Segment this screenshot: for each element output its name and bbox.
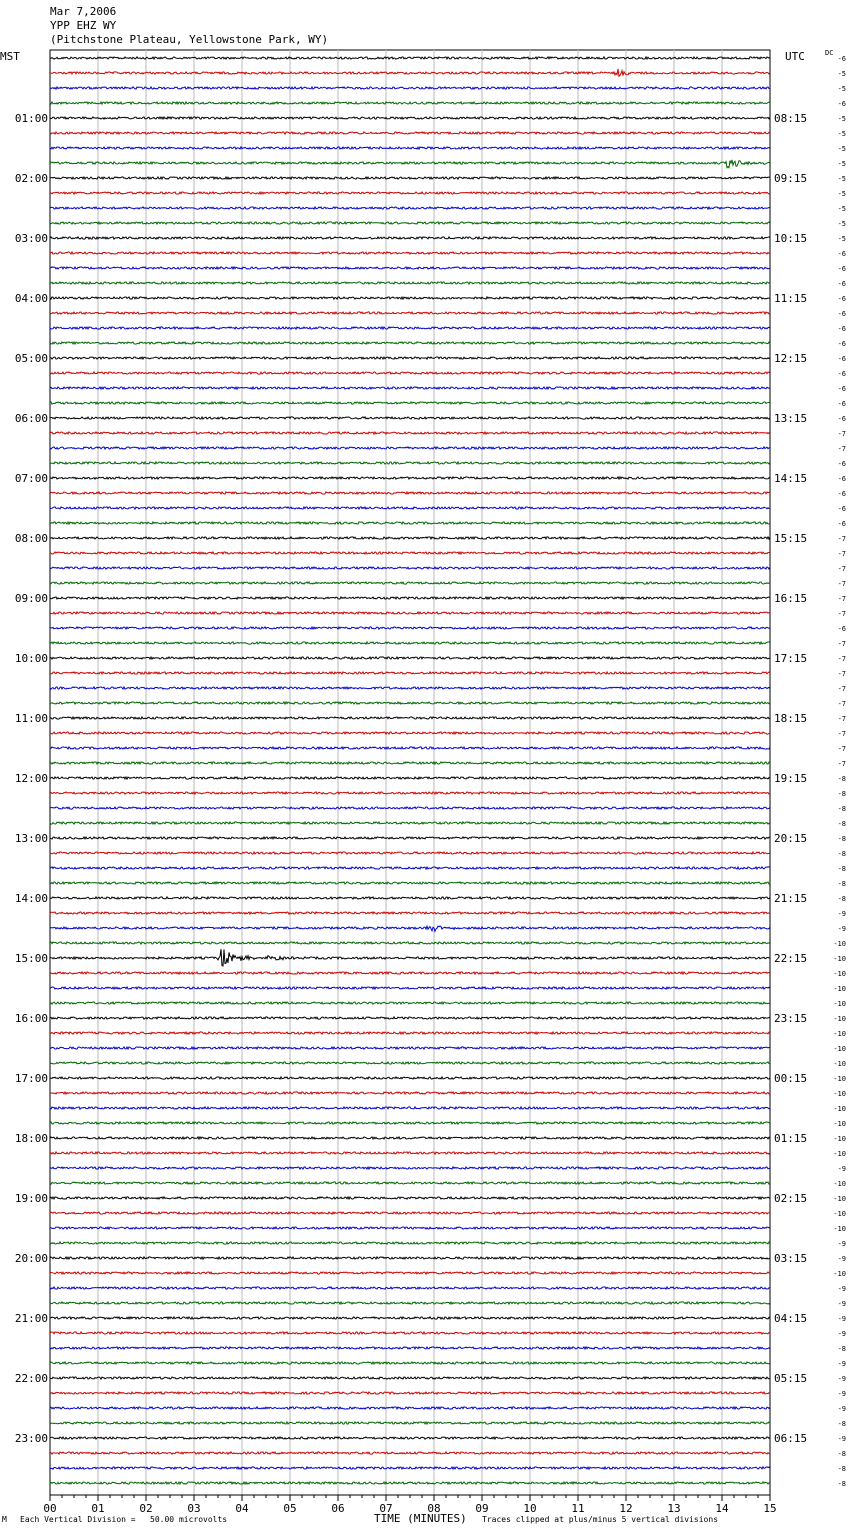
dc-offset-label: -9: [837, 1300, 846, 1308]
trace-line: [50, 792, 770, 794]
trace-line: [50, 642, 770, 644]
traces: [50, 57, 770, 1484]
trace-line: [50, 867, 770, 869]
dc-offset-label: -8: [837, 805, 846, 813]
dc-offset-label: -6: [837, 460, 846, 468]
trace-line: [50, 1227, 770, 1229]
trace-line: [50, 1242, 770, 1244]
trace-line: [50, 57, 770, 59]
hour-label-mst: 03:00: [14, 232, 48, 245]
trace-line: [50, 882, 770, 884]
trace-line: [50, 1287, 770, 1289]
hour-label-utc: 19:15: [774, 772, 808, 785]
hour-label-utc: 05:15: [774, 1372, 808, 1385]
hour-label-utc: 13:15: [774, 412, 808, 425]
trace-line: [50, 1272, 770, 1274]
trace-line: [50, 207, 770, 209]
dc-offset-label: -9: [837, 1165, 846, 1173]
trace-line: [50, 537, 770, 539]
trace-line: [50, 160, 770, 168]
dc-offset-label: -6: [837, 520, 846, 528]
trace-line: [50, 897, 770, 899]
trace-line: [50, 762, 770, 764]
dc-offset-label: -7: [837, 445, 846, 453]
hour-label-mst: 05:00: [14, 352, 48, 365]
trace-line: [50, 1167, 770, 1169]
trace-line: [50, 1422, 770, 1424]
dc-offset-label: -7: [837, 760, 846, 768]
dc-offset-label: -8: [837, 1345, 846, 1353]
dc-offset-label: -9: [837, 1285, 846, 1293]
dc-offset-label: -9: [837, 1255, 846, 1263]
hour-label-utc: 03:15: [774, 1252, 808, 1265]
dc-offset-label: -10: [833, 1045, 846, 1053]
hour-label-utc: 15:15: [774, 532, 808, 545]
footer-mark: M: [2, 1515, 7, 1524]
dc-offset-label: -6: [837, 250, 846, 258]
dc-offset-label: -9: [837, 925, 846, 933]
dc-offset-label: -5: [837, 175, 846, 183]
trace-line: [50, 1407, 770, 1409]
dc-offset-label: -8: [837, 850, 846, 858]
trace-line: [50, 942, 770, 944]
trace-line: [50, 822, 770, 824]
trace-line: [50, 1482, 770, 1484]
hour-label-mst: 18:00: [14, 1132, 48, 1145]
trace-line: [50, 282, 770, 284]
trace-line: [50, 972, 770, 974]
dc-offset-label: -10: [833, 1120, 846, 1128]
hour-label-mst: 06:00: [14, 412, 48, 425]
dc-offset-label: -9: [837, 1375, 846, 1383]
hour-label-utc: 09:15: [774, 172, 808, 185]
hour-label-mst: 01:00: [14, 112, 48, 125]
hour-label-mst: 07:00: [14, 472, 48, 485]
trace-line: [50, 657, 770, 659]
dc-offset-label: -7: [837, 550, 846, 558]
trace-line: [50, 1047, 770, 1049]
dc-offset-label: -10: [833, 955, 846, 963]
trace-line: [50, 1107, 770, 1109]
dc-offset-label: -7: [837, 535, 846, 543]
trace-line: [50, 69, 770, 76]
trace-line: [50, 312, 770, 314]
x-axis-title: TIME (MINUTES): [374, 1512, 467, 1525]
trace-line: [50, 1092, 770, 1094]
dc-offset-label: -10: [833, 1105, 846, 1113]
hour-label-utc: 14:15: [774, 472, 808, 485]
dc-offset-label: -7: [837, 685, 846, 693]
trace-line: [50, 102, 770, 104]
dc-offset-label: -6: [837, 625, 846, 633]
dc-offset-label: -6: [837, 400, 846, 408]
trace-line: [50, 132, 770, 134]
dc-offset-label: -10: [833, 1210, 846, 1218]
hour-label-mst: 21:00: [14, 1312, 48, 1325]
trace-line: [50, 1467, 770, 1469]
trace-line: [50, 147, 770, 149]
trace-line: [50, 1317, 770, 1319]
trace-line: [50, 807, 770, 809]
dc-offset-label: -5: [837, 70, 846, 78]
hour-label-utc: 06:15: [774, 1432, 808, 1445]
dc-offset-label: -8: [837, 895, 846, 903]
hour-label-mst: 14:00: [14, 892, 48, 905]
dc-offset-label: -9: [837, 1240, 846, 1248]
trace-line: [50, 1452, 770, 1454]
trace-line: [50, 672, 770, 674]
x-tick-label: 11: [571, 1502, 585, 1515]
trace-line: [50, 357, 770, 359]
dc-offset-label: -7: [837, 655, 846, 663]
x-tick-label: 10: [523, 1502, 537, 1515]
trace-line: [50, 522, 770, 524]
header-date: Mar 7,2006: [50, 5, 117, 18]
dc-offset-label: -10: [833, 1090, 846, 1098]
trace-line: [50, 222, 770, 224]
trace-line: [50, 732, 770, 734]
dc-offset-label: -8: [837, 775, 846, 783]
dc-offset-label: -10: [833, 940, 846, 948]
trace-line: [50, 1137, 770, 1139]
x-tick-label: 15: [763, 1502, 777, 1515]
dc-offset-label: -6: [837, 55, 846, 63]
trace-line: [50, 117, 770, 119]
trace-line: [50, 687, 770, 689]
x-tick-label: 14: [715, 1502, 729, 1515]
trace-line: [50, 1212, 770, 1214]
dc-offset-label: -5: [837, 235, 846, 243]
dc-offset-label: -6: [837, 415, 846, 423]
dc-offset-label: -5: [837, 205, 846, 213]
hour-label-mst: 13:00: [14, 832, 48, 845]
dc-offset-label: -9: [837, 1360, 846, 1368]
dc-offset-label: -6: [837, 265, 846, 273]
dc-offset-label: -5: [837, 220, 846, 228]
hour-label-utc: 12:15: [774, 352, 808, 365]
dc-offset-label: -10: [833, 1030, 846, 1038]
trace-line: [50, 912, 770, 914]
dc-offset-label: -9: [837, 1435, 846, 1443]
trace-line: [50, 447, 770, 449]
dc-offset-label: -10: [833, 1135, 846, 1143]
x-tick-label: 00: [43, 1502, 57, 1515]
hour-label-mst: 04:00: [14, 292, 48, 305]
dc-offset-label: -9: [837, 1315, 846, 1323]
x-tick-label: 03: [187, 1502, 201, 1515]
dc-offset-label: -8: [837, 1465, 846, 1473]
hour-label-mst: 16:00: [14, 1012, 48, 1025]
trace-line: [50, 267, 770, 269]
hour-label-utc: 01:15: [774, 1132, 808, 1145]
trace-line: [50, 1077, 770, 1079]
hour-label-mst: 17:00: [14, 1072, 48, 1085]
dc-offset-label: -10: [833, 1195, 846, 1203]
trace-line: [50, 552, 770, 554]
hour-label-utc: 02:15: [774, 1192, 808, 1205]
dc-offset-label: -7: [837, 670, 846, 678]
dc-offset-label: -9: [837, 1390, 846, 1398]
trace-line: [50, 327, 770, 329]
hour-label-utc: 20:15: [774, 832, 808, 845]
hour-label-mst: 23:00: [14, 1432, 48, 1445]
dc-offset-label: -10: [833, 1225, 846, 1233]
dc-offset-label: -10: [833, 1270, 846, 1278]
hour-label-utc: 23:15: [774, 1012, 808, 1025]
dc-offset-label: -5: [837, 145, 846, 153]
header-location: (Pitchstone Plateau, Yellowstone Park, WY): [50, 33, 329, 46]
trace-line: [50, 597, 770, 599]
dc-offset-label: -10: [833, 1150, 846, 1158]
dc-offset-label: -8: [837, 1420, 846, 1428]
dc-offset-label: -5: [837, 160, 846, 168]
trace-line: [50, 1122, 770, 1124]
dc-offset-label: -7: [837, 610, 846, 618]
x-tick-label: 09: [475, 1502, 489, 1515]
trace-line: [50, 177, 770, 179]
dc-offset-label: -10: [833, 985, 846, 993]
trace-line: [50, 852, 770, 854]
dc-offset-label: -6: [837, 475, 846, 483]
dc-offset-label: -6: [837, 100, 846, 108]
trace-line: [50, 717, 770, 719]
trace-line: [50, 342, 770, 344]
trace-line: [50, 567, 770, 569]
hour-label-utc: 22:15: [774, 952, 808, 965]
dc-offset-label: -5: [837, 130, 846, 138]
hour-label-utc: 10:15: [774, 232, 808, 245]
trace-line: [50, 1197, 770, 1199]
dc-offset-label: -10: [833, 970, 846, 978]
trace-line: [50, 1347, 770, 1349]
hour-label-utc: 17:15: [774, 652, 808, 665]
dc-offset-label: -7: [837, 595, 846, 603]
hour-label-mst: 09:00: [14, 592, 48, 605]
dc-header-label: DC: [825, 49, 834, 57]
dc-offset-label: -6: [837, 310, 846, 318]
dc-offset-label: -8: [837, 1480, 846, 1488]
hour-label-mst: 22:00: [14, 1372, 48, 1385]
trace-line: [50, 1437, 770, 1439]
trace-line: [50, 87, 770, 89]
dc-offset-label: -7: [837, 700, 846, 708]
left-timezone-label: MST: [0, 50, 20, 63]
trace-line: [50, 507, 770, 509]
dc-offset-label: -6: [837, 280, 846, 288]
dc-offset-label: -7: [837, 745, 846, 753]
dc-offset-label: -6: [837, 355, 846, 363]
dc-offset-label: -7: [837, 430, 846, 438]
dc-offset-label: -7: [837, 565, 846, 573]
trace-line: [50, 297, 770, 299]
trace-line: [50, 949, 770, 966]
footer-scale: Each Vertical Division = 50.00 microvolts: [20, 1515, 228, 1524]
trace-line: [50, 462, 770, 464]
trace-line: [50, 1062, 770, 1064]
trace-line: [50, 252, 770, 254]
dc-offset-label: -8: [837, 1450, 846, 1458]
dc-offset-label: -6: [837, 340, 846, 348]
hour-label-mst: 20:00: [14, 1252, 48, 1265]
x-tick-label: 07: [379, 1502, 393, 1515]
trace-line: [50, 1002, 770, 1004]
dc-offset-label: -5: [837, 85, 846, 93]
right-timezone-label: UTC: [785, 50, 805, 63]
dc-offset-label: -8: [837, 790, 846, 798]
hour-label-utc: 16:15: [774, 592, 808, 605]
trace-line: [50, 926, 770, 931]
dc-offset-label: -7: [837, 580, 846, 588]
trace-line: [50, 1332, 770, 1334]
dc-offset-label: -7: [837, 715, 846, 723]
hour-label-mst: 12:00: [14, 772, 48, 785]
dc-offset-label: -6: [837, 325, 846, 333]
hour-label-utc: 08:15: [774, 112, 808, 125]
trace-line: [50, 477, 770, 479]
trace-line: [50, 627, 770, 629]
trace-line: [50, 417, 770, 419]
x-tick-label: 08: [427, 1502, 441, 1515]
dc-offset-label: -10: [833, 1000, 846, 1008]
dc-offset-label: -6: [837, 505, 846, 513]
hour-label-utc: 04:15: [774, 1312, 808, 1325]
hour-label-mst: 08:00: [14, 532, 48, 545]
dc-offset-label: -8: [837, 865, 846, 873]
trace-line: [50, 237, 770, 239]
trace-line: [50, 387, 770, 389]
trace-line: [50, 612, 770, 614]
trace-line: [50, 432, 770, 434]
hour-label-mst: 19:00: [14, 1192, 48, 1205]
header-station: YPP EHZ WY: [50, 19, 117, 32]
x-tick-label: 05: [283, 1502, 297, 1515]
dc-offset-label: -8: [837, 835, 846, 843]
dc-offset-label: -9: [837, 910, 846, 918]
hour-label-mst: 02:00: [14, 172, 48, 185]
dc-offset-label: -8: [837, 820, 846, 828]
trace-line: [50, 492, 770, 494]
trace-line: [50, 1182, 770, 1184]
trace-line: [50, 1017, 770, 1019]
x-tick-label: 02: [139, 1502, 153, 1515]
dc-offset-label: -5: [837, 190, 846, 198]
dc-offset-label: -6: [837, 370, 846, 378]
trace-line: [50, 1152, 770, 1154]
dc-offset-label: -6: [837, 295, 846, 303]
x-tick-label: 06: [331, 1502, 345, 1515]
trace-line: [50, 837, 770, 839]
hour-label-utc: 00:15: [774, 1072, 808, 1085]
dc-offset-label: -6: [837, 385, 846, 393]
hour-label-mst: 15:00: [14, 952, 48, 965]
trace-line: [50, 582, 770, 584]
trace-line: [50, 192, 770, 194]
hour-label-mst: 10:00: [14, 652, 48, 665]
trace-line: [50, 1257, 770, 1259]
x-tick-label: 04: [235, 1502, 249, 1515]
dc-offset-label: -5: [837, 115, 846, 123]
trace-line: [50, 1377, 770, 1379]
hour-label-mst: 11:00: [14, 712, 48, 725]
x-tick-label: 01: [91, 1502, 105, 1515]
dc-offset-label: -10: [833, 1060, 846, 1068]
dc-offset-label: -7: [837, 640, 846, 648]
dc-offset-label: -9: [837, 1330, 846, 1338]
trace-line: [50, 1392, 770, 1394]
trace-line: [50, 1362, 770, 1364]
trace-line: [50, 747, 770, 749]
trace-line: [50, 1302, 770, 1304]
hour-label-utc: 18:15: [774, 712, 808, 725]
dc-offset-label: -9: [837, 1405, 846, 1413]
x-tick-label: 13: [667, 1502, 681, 1515]
trace-line: [50, 1032, 770, 1034]
hour-label-utc: 21:15: [774, 892, 808, 905]
dc-offset-label: -7: [837, 730, 846, 738]
trace-line: [50, 372, 770, 374]
dc-offset-label: -6: [837, 490, 846, 498]
trace-line: [50, 702, 770, 704]
footer-clip-note: Traces clipped at plus/minus 5 vertical divisions: [482, 1515, 719, 1524]
trace-line: [50, 777, 770, 779]
hour-label-utc: 11:15: [774, 292, 808, 305]
trace-line: [50, 402, 770, 404]
dc-offset-label: -10: [833, 1075, 846, 1083]
trace-line: [50, 987, 770, 989]
x-tick-label: 12: [619, 1502, 633, 1515]
dc-offset-label: -8: [837, 880, 846, 888]
dc-offset-label: -10: [833, 1180, 846, 1188]
dc-offset-label: -10: [833, 1015, 846, 1023]
